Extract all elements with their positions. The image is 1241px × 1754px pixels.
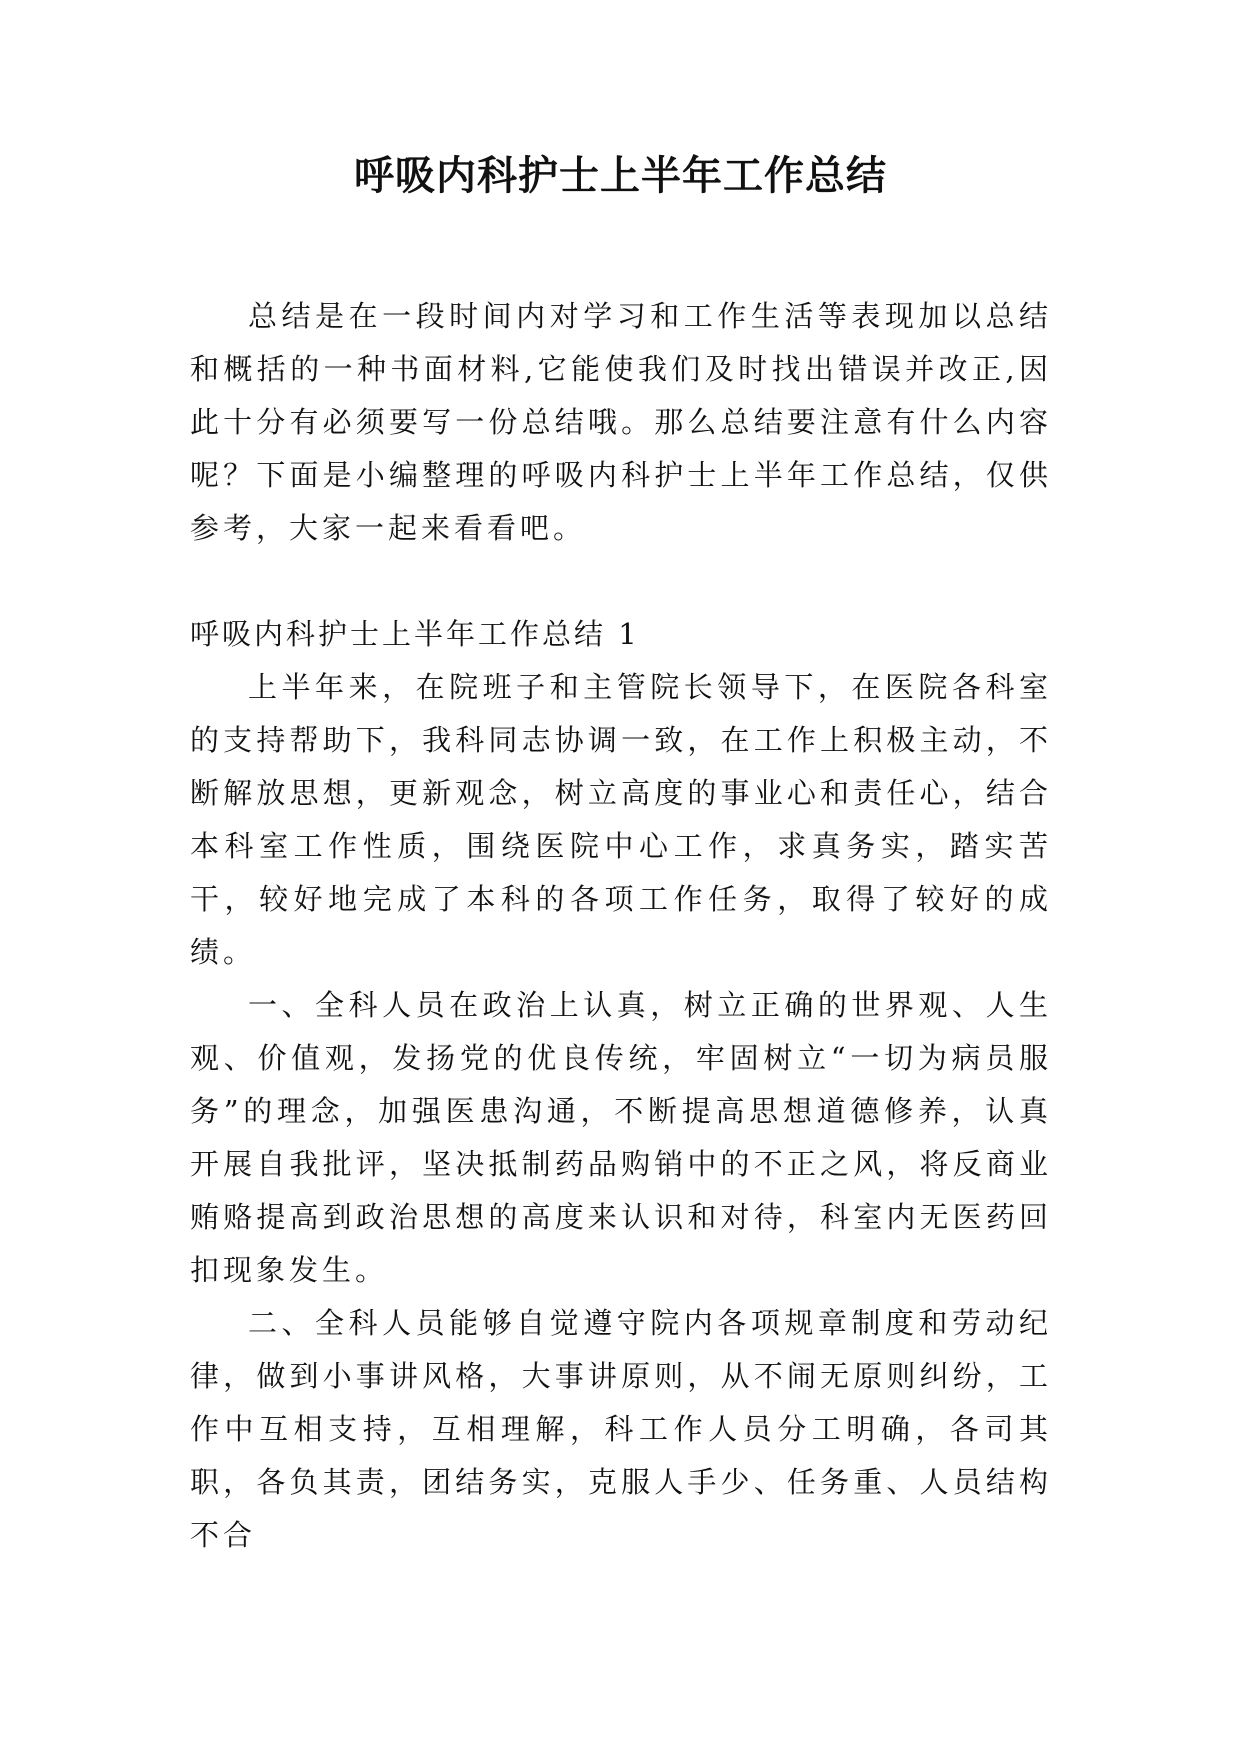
body-paragraph-3: 二、全科人员能够自觉遵守院内各项规章制度和劳动纪律，做到小事讲风格，大事讲原则，从不闹无原则纠纷，工作中互相支持，互相理解，科工作人员分工明确，各司其职，各负其责，团结务实，克服人手少、任务重、人员结构不合 (190, 1306, 1052, 1552)
body-paragraph-1: 上半年来，在院班子和主管院长领导下，在医院各科室的支持帮助下，我科同志协调一致，在工作上积极主动，不断解放思想，更新观念，树立高度的事业心和责任心，结合本科室工作性质，围绕医院中心工作，求真务实，踏实苦干，较好地完成了本科的各项工作任务，取得了较好的成绩。 (190, 670, 1052, 969)
body-paragraph-2: 一、全科人员在政治上认真，树立正确的世界观、人生观、价值观，发扬党的优良传统，牢固树立“一切为病员服务”的理念，加强医患沟通，不断提高思想道德修养，认真开展自我批评，坚决抵制药品购销中的不正之风，将反商业贿赂提高到政治思想的高度来认识和对待，科室内无医药回扣现象发生。 (190, 988, 1052, 1287)
section-heading: 呼吸内科护士上半年工作总结 1 (190, 617, 640, 651)
intro-paragraph: 总结是在一段时间内对学习和工作生活等表现加以总结和概括的一种书面材料,它能使我们及时找出错误并改正,因此十分有必须要写一份总结哦。那么总结要注意有什么内容呢？下面是小编整理的呼吸内科护士上半年工作总结，仅供参考，大家一起来看看吧。 (190, 299, 1052, 545)
document-title: 呼吸内科护士上半年工作总结 (354, 153, 887, 199)
document-body (190, 290, 1052, 1562)
